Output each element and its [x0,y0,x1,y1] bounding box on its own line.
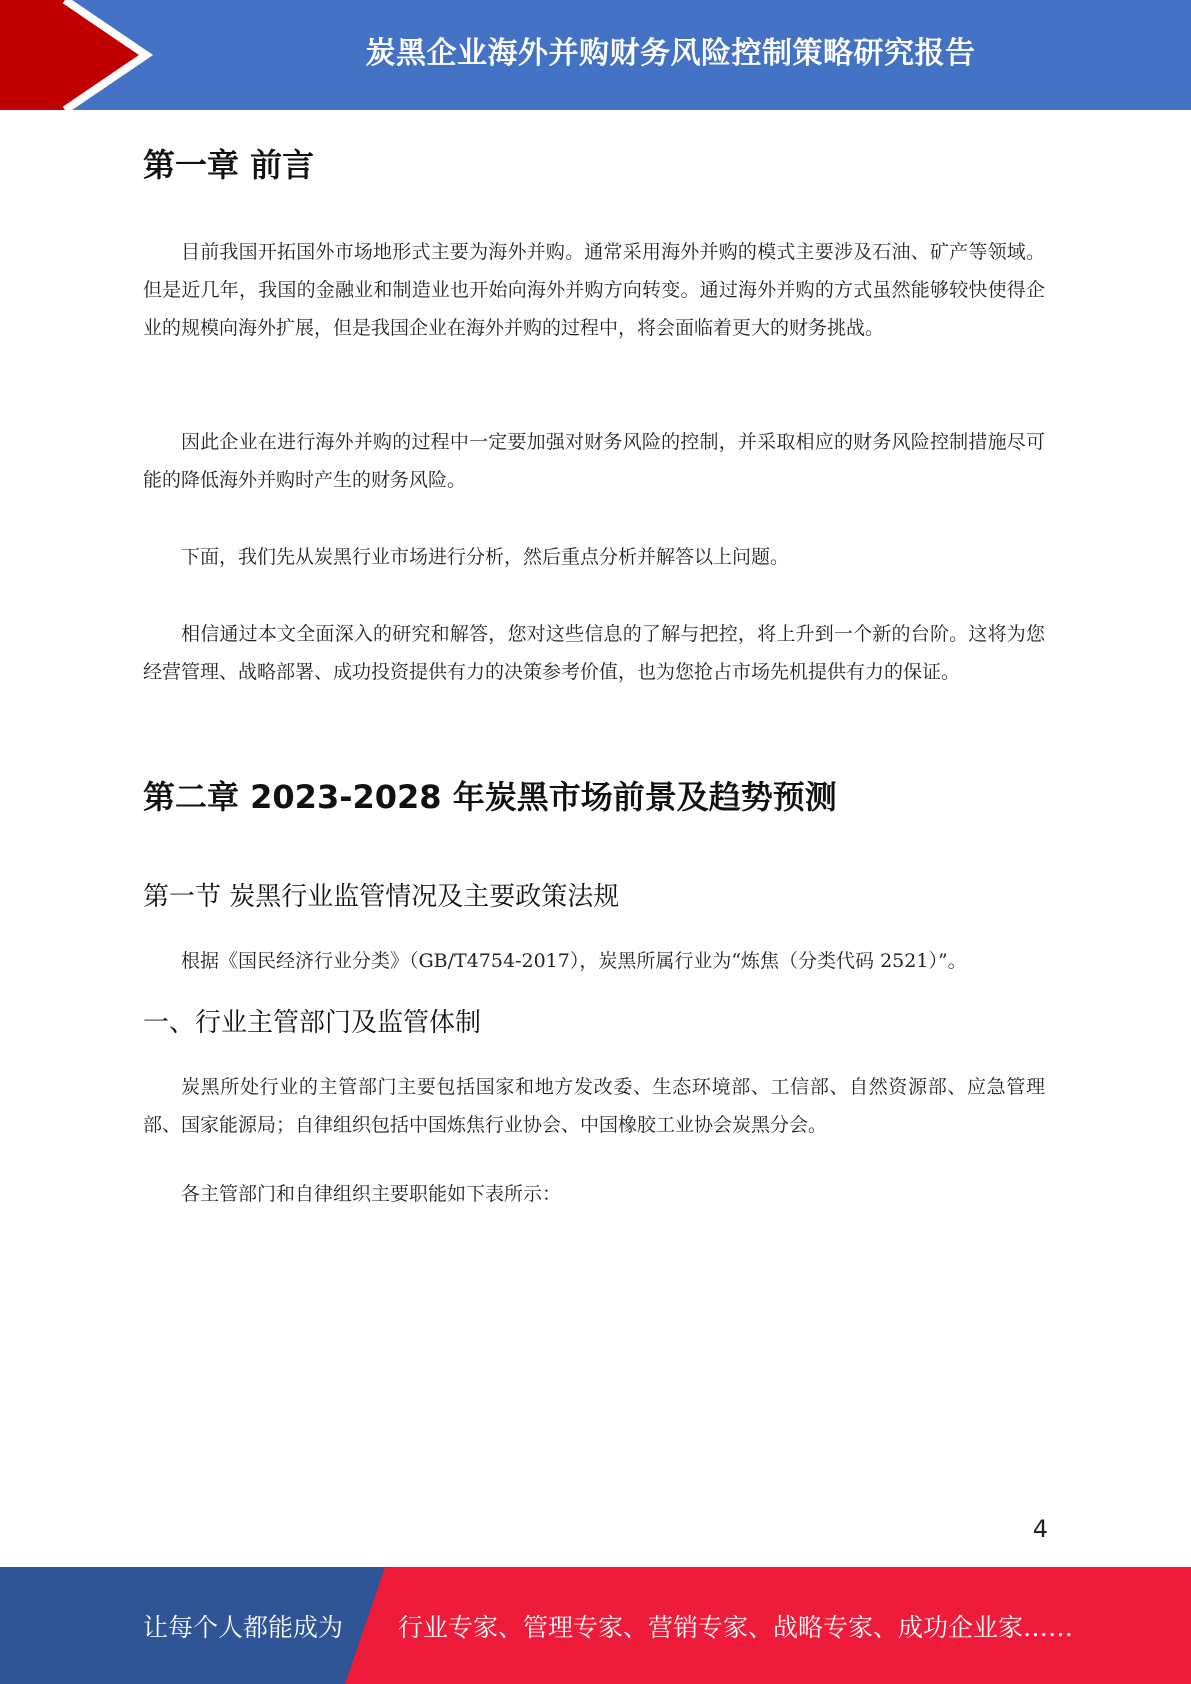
footer-slogan-left: 让每个人都能成为 [143,1612,344,1642]
section1-heading: 第一节 炭黑行业监管情况及主要政策法规 [143,882,620,912]
chapter1-paragraph: 相信通过本文全面深入的研究和解答，您对这些信息的了解与把控，将上升到一个新的台阶。这将为您经营管理、战略部署、成功投资提供有力的决策参考价值，也为您抢占市场先机提供有力的保证。 [143,623,1045,683]
footer-slogan-right: 行业专家、管理专家、营销专家、战略专家、成功企业家…… [398,1612,1074,1642]
subsection1-heading: 一、行业主管部门及监管体制 [143,1008,482,1038]
chapter1-heading: 第一章 前言 [143,146,315,184]
chapter1-paragraph: 因此企业在进行海外并购的过程中一定要加强对财务风险的控制，并采取相应的财务风险控制措施尽可能的降低海外并购时产生的财务风险。 [143,431,1045,491]
report-title: 炭黑企业海外并购财务风险控制策略研究报告 [365,36,976,71]
chapter2-heading: 第二章 2023-2028 年炭黑市场前景及趋势预测 [143,778,837,816]
header-banner [0,0,1191,110]
header-chevron-icon [0,0,160,110]
footer-banner [0,1567,1191,1684]
page-number: 4 [1032,1515,1048,1543]
chapter1-paragraph: 目前我国开拓国外市场地形式主要为海外并购。通常采用海外并购的模式主要涉及石油、矿产等领域。但是近几年，我国的金融业和制造业也开始向海外并购方向转变。通过海外并购的方式虽然能够较快使得企业的规模向海外扩展，但是我国企业在海外并购的过程中，将会面临着更大的财务挑战。 [143,241,1045,339]
subsection1-paragraph: 各主管部门和自律组织主要职能如下表所示： [181,1183,562,1205]
section1-paragraph: 根据《国民经济行业分类》（GB/T4754-2017），炭黑所属行业为“炼焦（分类代码 2521）”。 [181,950,967,972]
subsection1-paragraph: 炭黑所处行业的主管部门主要包括国家和地方发改委、生态环境部、工信部、自然资源部、应急管理部、国家能源局；自律组织包括中国炼焦行业协会、中国橡胶工业协会炭黑分会。 [143,1076,1045,1136]
chapter1-paragraph: 下面，我们先从炭黑行业市场进行分析，然后重点分析并解答以上问题。 [181,546,790,568]
